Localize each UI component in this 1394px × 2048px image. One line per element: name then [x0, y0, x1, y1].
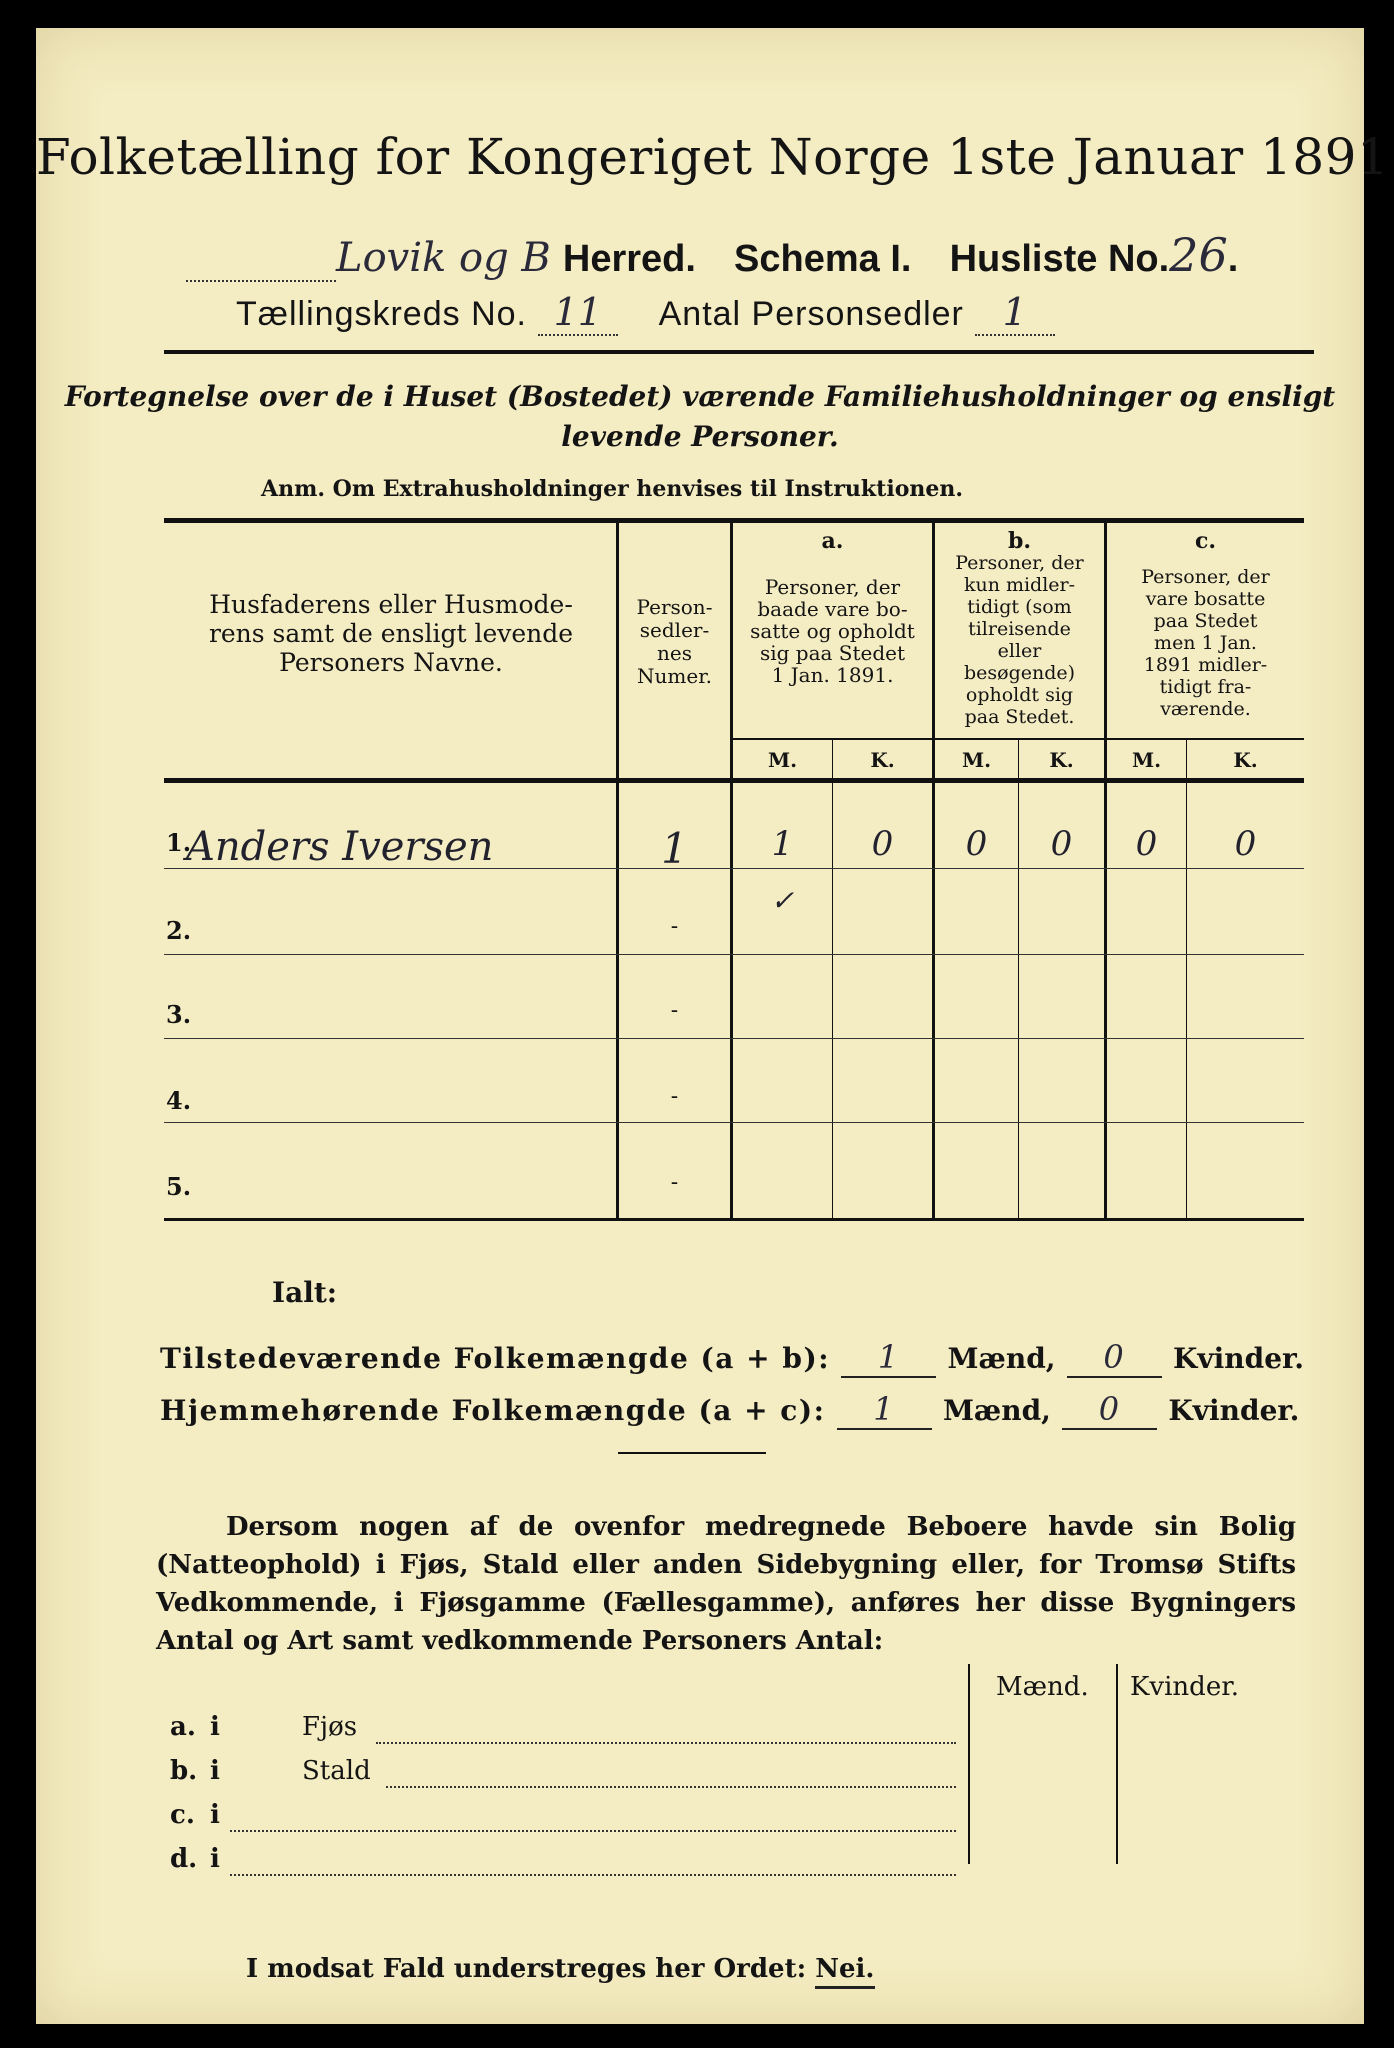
b-m-label: M. — [961, 748, 992, 772]
col-a-letter: a. — [821, 528, 844, 554]
herred-value: Lovik og B — [336, 235, 551, 281]
building-letter: b. — [170, 1756, 198, 1786]
row-1-c-m: 0 — [1135, 824, 1158, 864]
building-letter: d. — [170, 1844, 198, 1874]
anm-note: Anm. Om Extrahusholdninger henvises til Instruktionen. — [261, 476, 964, 502]
col-c-header: Personer, der vare bosatte paa Stedet men 1 Jan. 1891 midler- tidigt fra- værende. — [1141, 566, 1270, 720]
kvinder-label: Kvinder. — [1168, 1394, 1300, 1427]
hjemme-maend-value: 1 — [837, 1390, 932, 1430]
herred-row: Lovik og B Herred. Schema I. Husliste No.26. — [186, 228, 1238, 282]
building-prefix: i — [210, 1712, 220, 1742]
footer-prefix: I modsat Fald understreges her Ordet: — [246, 1954, 807, 1984]
building-prefix: i — [210, 1756, 220, 1786]
building-fjos-label: Fjøs — [302, 1712, 358, 1742]
antal-value: 1 — [975, 290, 1055, 336]
c-k-label: K. — [1233, 748, 1258, 772]
building-letter: c. — [170, 1800, 195, 1830]
col-a-header: Personer, der baade vare bo- satte og opholdt sig paa Stedet 1 Jan. 1891. — [750, 575, 915, 687]
schema-label: Schema I. — [734, 238, 912, 280]
col-b-letter: b. — [1007, 528, 1032, 554]
tilstede-kvinder-value: 0 — [1067, 1338, 1162, 1378]
row-1-name: Anders Iversen — [186, 824, 494, 870]
building-prefix: i — [210, 1844, 220, 1874]
row-number: 3. — [166, 1000, 192, 1029]
row-number: 1. — [166, 828, 192, 857]
col-b-header: Personer, der kun midler- tidigt (som tilreisende eller besøgende) opholdt sig paa Stedet. — [955, 552, 1084, 728]
tellingskreds-label: Tællingskreds No. — [236, 295, 527, 333]
section-divider — [618, 1452, 766, 1454]
row-3-person-no: - — [670, 998, 679, 1023]
row-1-b-m: 0 — [965, 824, 988, 864]
building-stald-label: Stald — [302, 1756, 371, 1786]
antal-label: Antal Personsedler — [658, 295, 964, 333]
tilstede-row — [160, 1338, 1304, 1378]
husliste-number: 26 — [1169, 228, 1228, 282]
tellingskreds-number: 11 — [538, 290, 618, 336]
maend-label: Mænd, — [942, 1394, 1051, 1427]
header-rule — [164, 350, 1314, 354]
a-k-label: K. — [870, 748, 895, 772]
row-1-a-k: 0 — [871, 824, 894, 864]
hjemme-row — [160, 1390, 1299, 1430]
form-title: Folketælling for Kongeriget Norge 1ste Januar 1891 — [36, 128, 1390, 186]
b-k-label: K. — [1049, 748, 1074, 772]
row-1-b-k: 0 — [1050, 824, 1073, 864]
col-c-letter: c. — [1194, 528, 1217, 554]
buildings-maend-header: Mænd. — [996, 1672, 1089, 1702]
instruction-paragraph: Dersom nogen af de ovenfor medregnede Beboere havde sin Bolig (Natteophold) i Fjøs, Stald eller anden Sidebygning eller, for Tromsø Stifts Vedkommende, i Fjøsgamme (Fællesgamme), anføres her disse Bygningers Antal og Art samt vedkommende Personers Antal: — [156, 1512, 1296, 1656]
row-5-person-no: - — [670, 1170, 679, 1195]
row-1-a-m: 1 — [771, 824, 794, 864]
husliste-label: Husliste No. — [949, 238, 1170, 280]
tilstede-maend-value: 1 — [841, 1338, 936, 1378]
buildings-kvinder-header: Kvinder. — [1130, 1672, 1240, 1702]
maend-label: Mænd, — [947, 1342, 1056, 1375]
intro-line-1: Fortegnelse over de i Huset (Bostedet) værende Familiehusholdninger og ensligt — [64, 380, 1336, 413]
ialt-label: Ialt: — [272, 1276, 338, 1309]
kvinder-label: Kvinder. — [1173, 1342, 1304, 1375]
row-number: 2. — [166, 916, 192, 945]
census-form — [36, 28, 1390, 2024]
row-2-check-mark: ✓ — [770, 884, 795, 917]
row-4-person-no: - — [670, 1084, 679, 1109]
tilstede-label: Tilstedeværende Folkemængde (a + b): — [160, 1342, 831, 1375]
row-2-person-no: - — [670, 914, 679, 939]
building-prefix: i — [210, 1800, 220, 1830]
hjemme-kvinder-value: 0 — [1062, 1390, 1157, 1430]
c-m-label: M. — [1131, 748, 1162, 772]
a-m-label: M. — [767, 748, 798, 772]
intro-line-2: levende Personer. — [561, 420, 839, 453]
row-1-person-no: 1 — [661, 824, 688, 873]
row-1-c-k: 0 — [1234, 824, 1257, 864]
tellingskreds-row — [236, 290, 1055, 336]
row-number: 5. — [166, 1172, 192, 1201]
footer-line — [246, 1954, 875, 1984]
hjemme-label: Hjemmehørende Folkemængde (a + c): — [160, 1394, 826, 1427]
person-number-header: Person- sedler- nes Numer. — [636, 595, 713, 688]
herred-label: Herred. — [562, 238, 696, 280]
row-number: 4. — [166, 1086, 192, 1115]
footer-word-nei: Nei. — [815, 1954, 874, 1989]
name-column-header: Husfaderens eller Husmode- rens samt de ensligt levende Personers Navne. — [208, 590, 574, 677]
building-letter: a. — [170, 1712, 196, 1742]
